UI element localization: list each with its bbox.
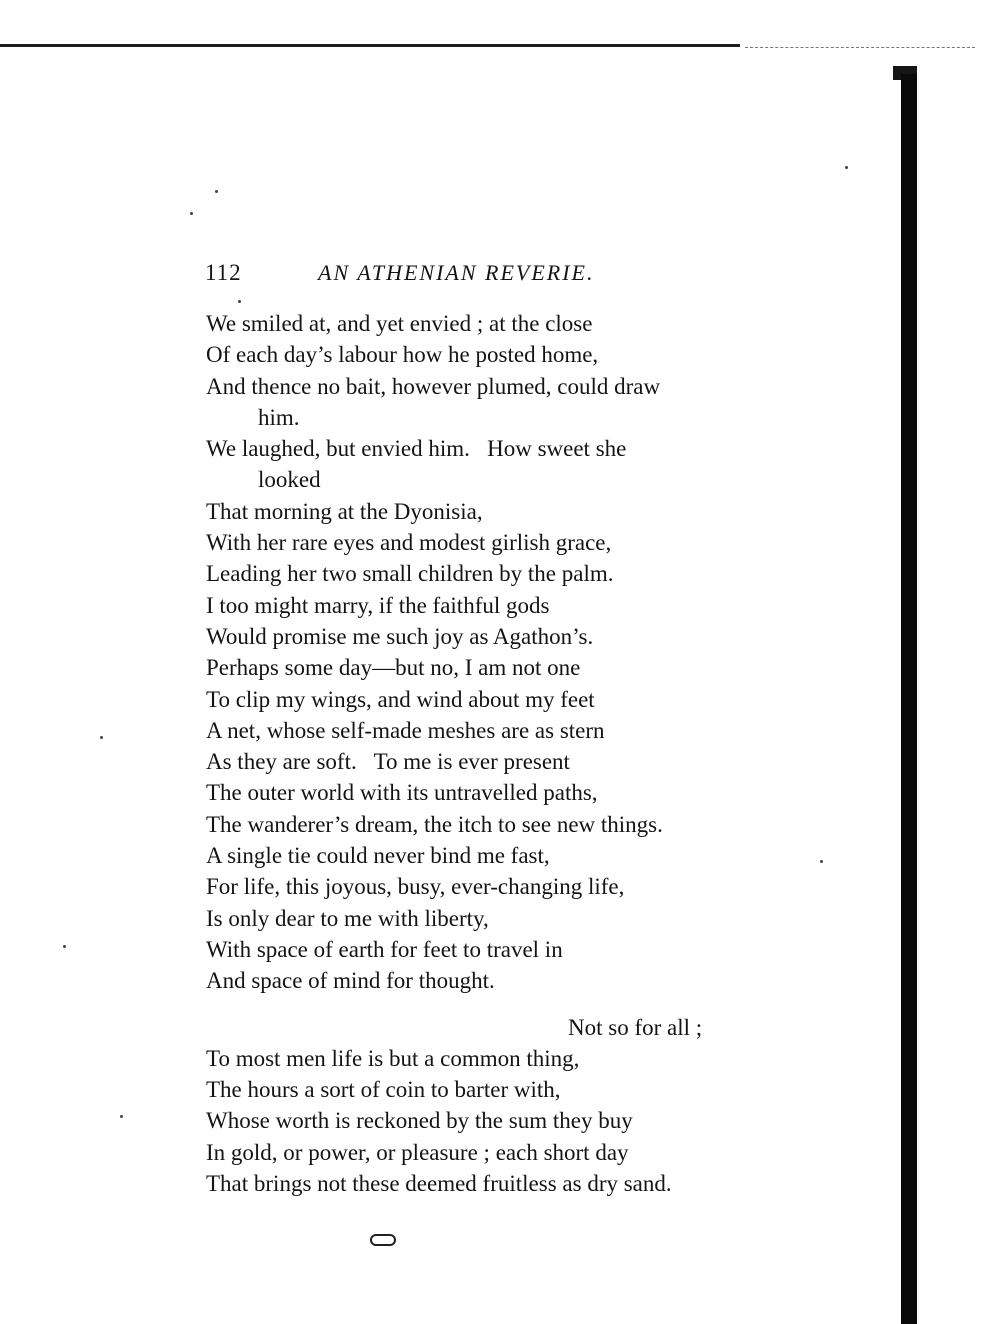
page-header xyxy=(205,260,645,292)
speck xyxy=(120,1115,123,1118)
running-title: AN ATHENIAN REVERIE. xyxy=(318,260,595,285)
verse-line: And space of mind for thought. xyxy=(206,968,495,994)
verse-line: That brings not these deemed fruitless as dry sand. xyxy=(206,1171,672,1197)
verse-line: As they are soft. To me is ever present xyxy=(206,749,570,775)
top-rule-dashed xyxy=(745,47,975,49)
verse-line: A net, whose self-made meshes are as stern xyxy=(206,717,605,743)
speck xyxy=(238,300,241,303)
page-number: 112 xyxy=(205,260,242,285)
verse-line: A single tie could never bind me fast, xyxy=(206,843,550,869)
verse-line-wrapped: him. xyxy=(258,404,300,430)
verse-line: Would promise me such joy as Agathon’s. xyxy=(206,623,594,649)
verse-line: Is only dear to me with liberty, xyxy=(206,905,489,931)
verse-line: We laughed, but envied him. How sweet she xyxy=(206,436,627,462)
verse-line: To most men life is but a common thing, xyxy=(206,1045,580,1071)
verse-line: We smiled at, and yet envied ; at the close xyxy=(206,311,593,336)
speck xyxy=(100,736,103,739)
speck xyxy=(820,860,823,863)
verse-line: Whose worth is reckoned by the sum they buy xyxy=(206,1108,633,1134)
verse-line: Of each day’s labour how he posted home, xyxy=(206,342,599,368)
verse-line: To clip my wings, and wind about my feet xyxy=(206,686,595,712)
ornament-mark xyxy=(370,1234,396,1246)
verse-line: Perhaps some day—but no, I am not one xyxy=(206,655,581,681)
speck xyxy=(845,166,848,169)
speck xyxy=(215,190,218,193)
binding-edge xyxy=(901,74,917,1324)
speck xyxy=(190,212,193,215)
verse-line-continuation: Not so for all ; xyxy=(568,1014,703,1040)
poem-text xyxy=(206,308,766,1199)
verse-line: With space of earth for feet to travel in xyxy=(206,936,563,962)
verse-line: In gold, or power, or pleasure ; each short day xyxy=(206,1139,629,1165)
verse-line: For life, this joyous, busy, ever-changing life, xyxy=(206,874,625,900)
verse-line: That morning at the Dyonisia, xyxy=(206,498,483,524)
verse-line-wrapped: looked xyxy=(258,467,321,493)
verse-line: The hours a sort of coin to barter with, xyxy=(206,1077,561,1103)
speck xyxy=(63,945,66,948)
verse-line: The wanderer’s dream, the itch to see new things. xyxy=(206,811,663,837)
verse-line: The outer world with its untravelled paths, xyxy=(206,780,598,806)
verse-line: I too might marry, if the faithful gods xyxy=(206,592,550,618)
top-rule xyxy=(0,44,740,47)
verse-line: Leading her two small children by the palm. xyxy=(206,561,614,587)
stanza-gap xyxy=(206,997,766,1012)
verse-line: With her rare eyes and modest girlish grace, xyxy=(206,530,612,556)
verse-line: And thence no bait, however plumed, could draw xyxy=(206,373,661,399)
